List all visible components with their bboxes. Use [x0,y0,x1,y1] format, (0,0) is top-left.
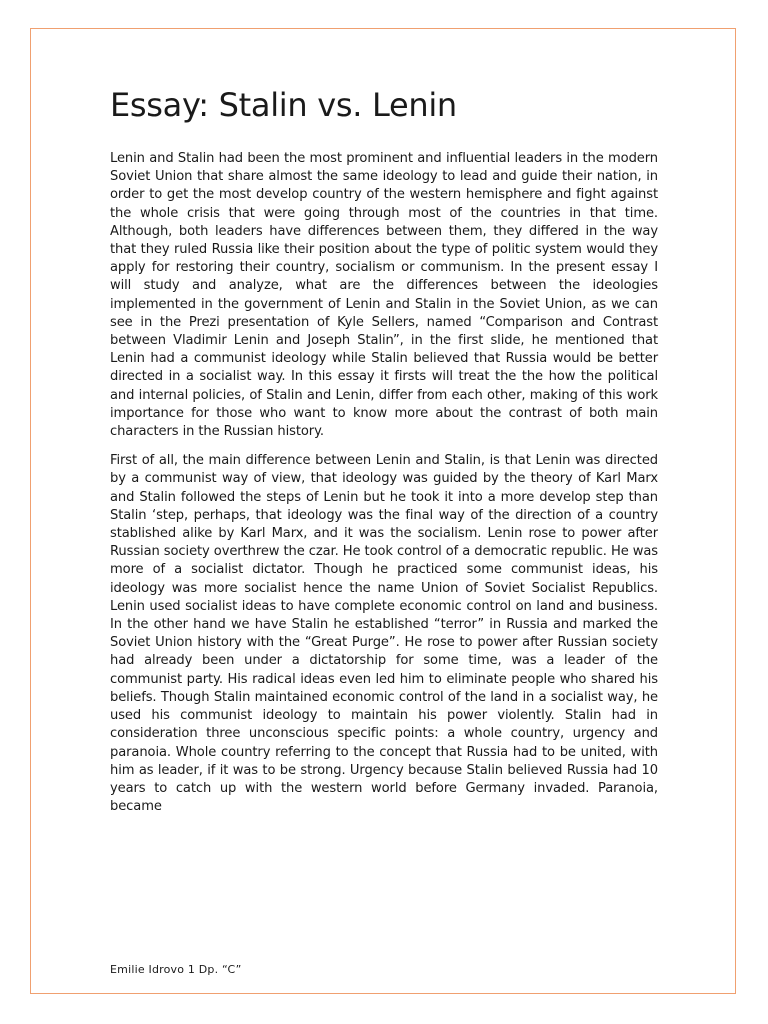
document-title: Essay: Stalin vs. Lenin [110,86,457,124]
page-footer: Emilie Idrovo 1 Dp. “C” [110,963,242,976]
paragraph-introduction: Lenin and Stalin had been the most prominent and influential leaders in the modern Soviet Union that share almost the same ideology to lead and guide their nation, in order to get the most develop country of the western hemisphere and fight against the whole crisis that were going through most of the countries in that time. Although, both leaders have differences between them, they differed in the way that they ruled Russia like their position about the type of politic system would they apply for restoring their country, socialism or communism. In the present essay I will study and analyze, what are the differences between the ideologies implemented in the government of Lenin and Stalin in the Soviet Union, as we can see in the Prezi presentation of Kyle Sellers, named “Comparison and Contrast between Vladimir Lenin and Joseph Stalin”, in the first slide, he mentioned that Lenin had a communist ideology while Stalin believed that Russia would be better directed in a socialist way. In this essay it firsts will treat the the how the political and internal policies, of Stalin and Lenin, differ from each other, making of this work importance for those who want to know more about the contrast of both main characters in the Russian history. [110,151,658,440]
document-body [110,84,658,882]
paragraph-comparison: First of all, the main difference between Lenin and Stalin, is that Lenin was directed by a communist way of view, that ideology was guided by the theory of Karl Marx and Stalin followed the steps of Lenin but he took it into a more develop step than Stalin ‘step, perhaps, that ideology was the final way of the direction of a country stablished alike by Karl Marx, and it was the socialism. Lenin rose to power after Russian society overthrew the czar. He took control of a democratic republic. He was more of a socialist dictator. Though he practiced some communist ideas, his ideology was more socialist hence the name Union of Soviet Socialist Republics. Lenin used socialist ideas to have complete economic control on land and business. In the other hand we have Stalin he established “terror” in Russia and marked the Soviet Union history with the “Great Purge”. He rose to power after Russian society had already been under a dictatorship for some time, was a leader of the communist party. His radical ideas even led him to eliminate people who shared his beliefs. Though Stalin maintained economic control of the land in a socialist way, he used his communist ideology to maintain his power violently. Stalin had in consideration three unconscious specific points: a whole country, urgency and paranoia. Whole country referring to the concept that Russia had to be united, with him as leader, if it was to be strong. Urgency because Stalin believed Russia had 10 years to catch up with the western world before Germany invaded. Paranoia, became [110,453,658,815]
